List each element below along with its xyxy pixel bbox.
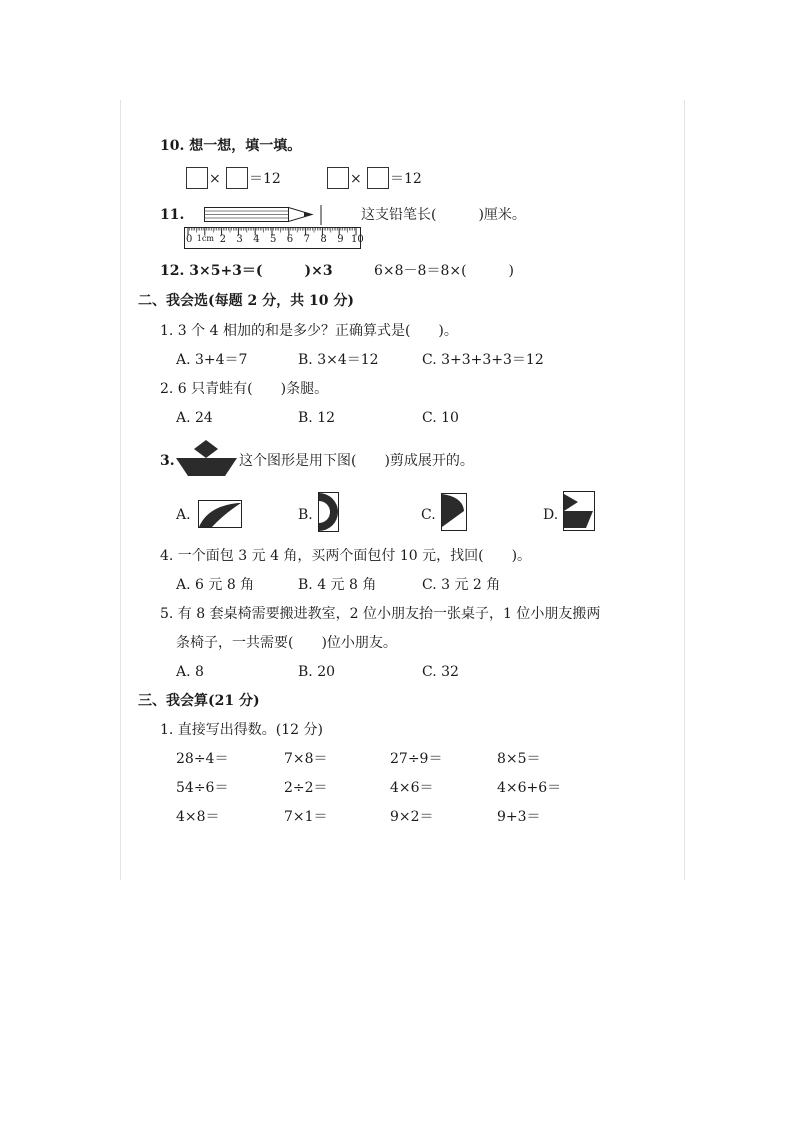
- calc-problem: 7×8＝: [284, 751, 328, 767]
- calc-problem: 4×8＝: [176, 809, 220, 825]
- ruler-label: 3: [236, 234, 243, 245]
- ruler-label: 5: [270, 234, 277, 245]
- boat-shape-figure: [175, 438, 239, 478]
- option-b-shape[interactable]: [318, 492, 340, 532]
- ruler-label: 2: [219, 234, 226, 245]
- s2-q1-option-c[interactable]: C. 3+3+3+3＝12: [422, 352, 544, 368]
- ruler-label: 0: [186, 234, 193, 245]
- calc-problem: 54÷6＝: [176, 780, 229, 796]
- q10-result: ＝12: [249, 171, 281, 187]
- ruler-label: 7: [303, 234, 310, 245]
- s2-q5-option-a[interactable]: A. 8: [176, 664, 204, 680]
- s2-q3-question: 这个图形是用下图( )剪成展开的。: [239, 453, 474, 469]
- q10-answer-box[interactable]: [367, 167, 389, 189]
- q10-title: 10. 想一想，填一填。: [160, 138, 302, 154]
- calc-problem: 4×6＝: [390, 780, 434, 796]
- s2-q3-option-a[interactable]: A.: [176, 507, 191, 523]
- s2-q4-option-c[interactable]: C. 3 元 2 角: [422, 577, 501, 593]
- q10-answer-box[interactable]: [327, 167, 349, 189]
- ruler-label: 4: [253, 234, 260, 245]
- option-d-shape[interactable]: [563, 491, 595, 531]
- s2-q4-question: 4. 一个面包 3 元 4 角，买两个面包付 10 元，找回( )。: [160, 548, 532, 564]
- q10-result: ＝12: [390, 171, 422, 187]
- page-edge-right: [684, 100, 685, 880]
- option-c-shape[interactable]: [441, 493, 467, 531]
- ruler-label: 1cm: [196, 234, 214, 243]
- q10-answer-box[interactable]: [186, 167, 208, 189]
- s2-q1-option-b[interactable]: B. 3×4＝12: [298, 352, 379, 368]
- s2-q2-option-b[interactable]: B. 12: [298, 410, 336, 426]
- calc-problem: 28÷4＝: [176, 751, 229, 767]
- s2-q5-option-b[interactable]: B. 20: [298, 664, 336, 680]
- s2-q3-option-b[interactable]: B.: [298, 507, 313, 523]
- s2-q5-line1: 5. 有 8 套桌椅需要搬进教室，2 位小朋友抬一张桌子，1 位小朋友搬两: [160, 606, 601, 622]
- q12-equation-2: 6×8－8＝8×( ): [374, 263, 515, 279]
- ruler-label: 10: [351, 234, 364, 245]
- calc-problem: 7×1＝: [284, 809, 328, 825]
- s2-q5-option-c[interactable]: C. 32: [422, 664, 459, 680]
- q12-equation-1: 12. 3×5+3＝( )×3: [160, 263, 333, 279]
- calc-problem: 9×2＝: [390, 809, 434, 825]
- q10-answer-box[interactable]: [226, 167, 248, 189]
- s2-q3-number: 3.: [160, 453, 175, 469]
- calc-problem: 4×6+6＝: [497, 780, 562, 796]
- calc-problem: 2÷2＝: [284, 780, 328, 796]
- s2-q2-option-c[interactable]: C. 10: [422, 410, 459, 426]
- s3-q1-title: 1. 直接写出得数。(12 分): [160, 722, 323, 738]
- ruler-label: 8: [320, 234, 327, 245]
- s2-q1-option-a[interactable]: A. 3+4＝7: [176, 352, 248, 368]
- section3-header: 三、我会算(21 分): [138, 693, 260, 709]
- s2-q1-question: 1. 3 个 4 相加的和是多少？正确算式是( )。: [160, 323, 458, 339]
- calc-problem: 27÷9＝: [390, 751, 443, 767]
- option-a-shape[interactable]: [198, 500, 242, 528]
- ruler-label: 9: [337, 234, 344, 245]
- q10-times-sign: ×: [350, 171, 362, 187]
- calc-problem: 9+3＝: [497, 809, 541, 825]
- s2-q5-line2: 条椅子，一共需要( )位小朋友。: [176, 635, 397, 651]
- ruler-label: 6: [286, 234, 294, 245]
- s2-q3-option-d[interactable]: D.: [543, 507, 559, 523]
- q10-times-sign: ×: [209, 171, 221, 187]
- page-edge-left: [120, 100, 121, 880]
- q11-question: 这支铅笔长( )厘米。: [361, 207, 526, 223]
- calc-problem: 8×5＝: [497, 751, 541, 767]
- q11-number: 11.: [160, 207, 185, 223]
- s2-q4-option-b[interactable]: B. 4 元 8 角: [298, 577, 377, 593]
- s2-q2-question: 2. 6 只青蛙有( )条腿。: [160, 381, 329, 397]
- s2-q4-option-a[interactable]: A. 6 元 8 角: [176, 577, 255, 593]
- s2-q2-option-a[interactable]: A. 24: [176, 410, 213, 426]
- pencil-icon: [204, 205, 324, 225]
- s2-q3-option-c[interactable]: C.: [421, 507, 436, 523]
- section2-header: 二、我会选(每题 2 分，共 10 分): [138, 293, 354, 309]
